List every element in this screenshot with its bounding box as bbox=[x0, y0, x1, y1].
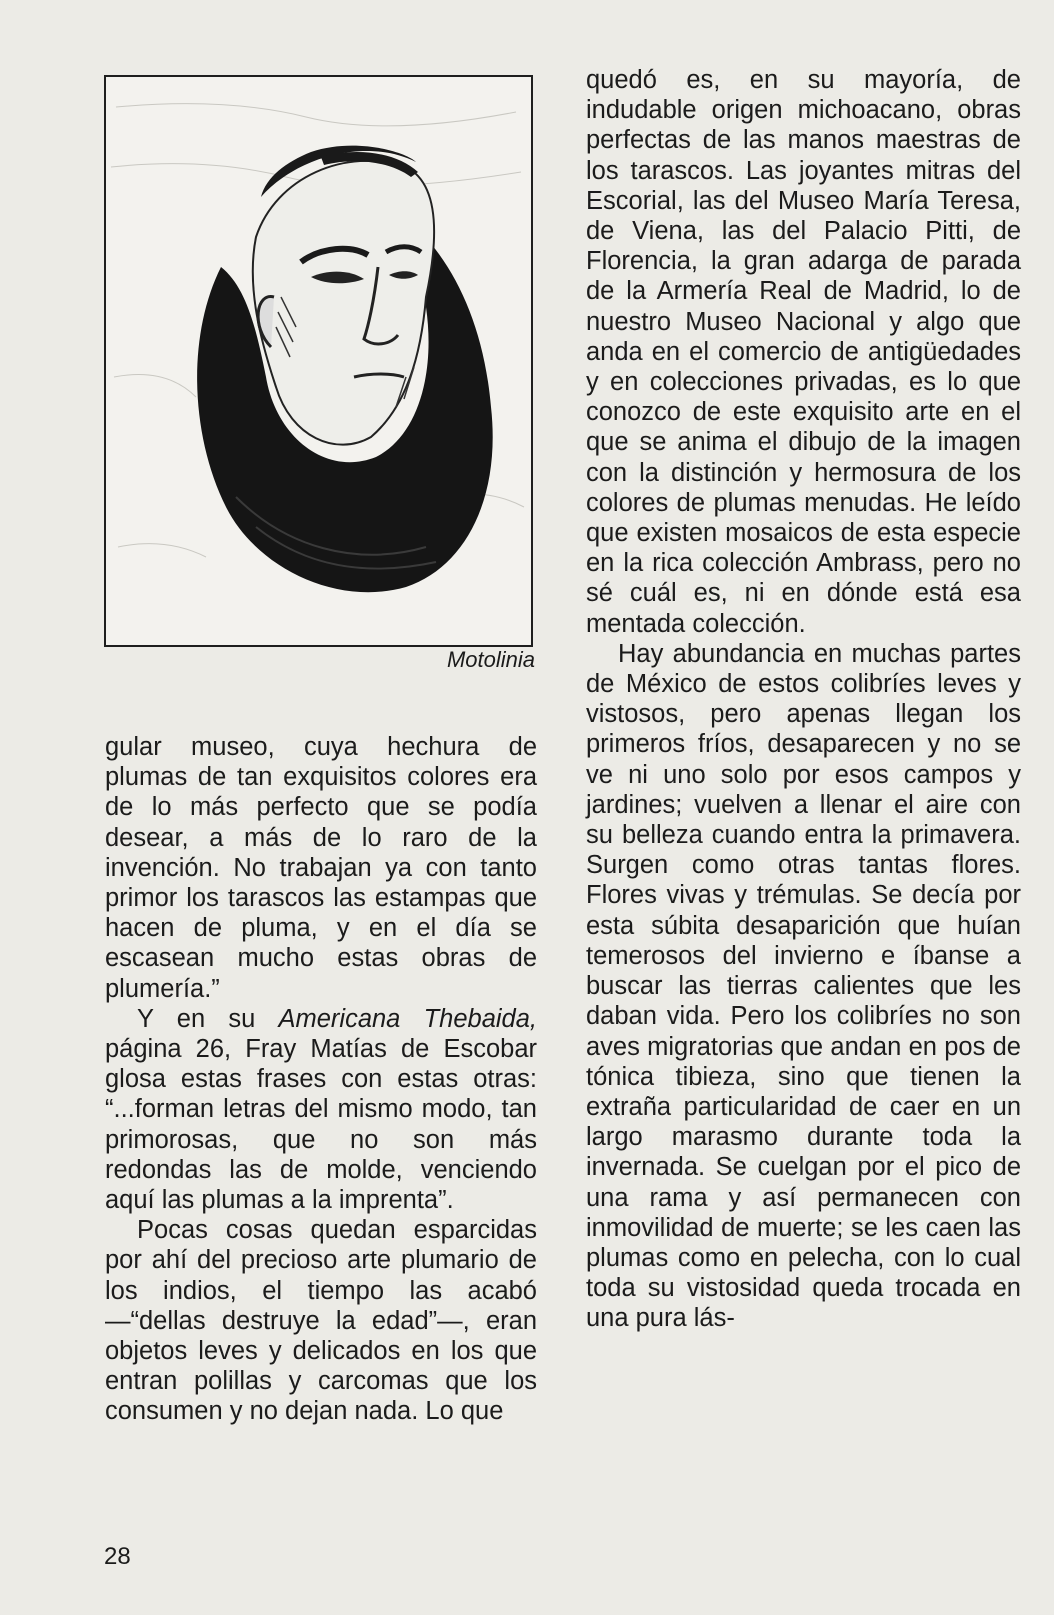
figure-caption: Motolinia bbox=[446, 647, 535, 672]
paragraph: Hay abundancia en muchas partes de México de estos colibríes leves y vistosos, pero apenas llegan los primeros fríos, desaparecen y no se ve ni uno solo por esos campos y jardines; vuelven a llenar el aire con su belleza cuando entra la primavera. Surgen como otras tantas flores. Flores vivas y trémulas. Se decía por esta súbita desaparición que huían temerosos del invierno e íbanse a buscar las tierras calientes que les daban vida. Pero los colibríes no son aves migratorias que andan en pos de tónica tibieza, sino que tienen la extraña particularidad de caer en un largo marasmo durante toda la invernada. Se cuelgan por el pico de una rama y así permanecen con inmovilidad de muerte; se les caen las plumas como en pelecha, con lo cual toda su vistosidad queda trocada en una pura lás- bbox=[586, 639, 1021, 1333]
portrait-illustration-icon bbox=[106, 77, 531, 645]
text-run: página 26, Fray Matías de Escobar glosa estas frases con estas otras: “...forman letras del mismo modo, tan primorosas, que no son más redondas las de molde, venciendo aquí las plumas a la imprenta”. bbox=[105, 1035, 537, 1215]
paragraph: gular museo, cuya hechura de plumas de tan exquisitos colores era de lo más perfecto que se podía desear, a más de lo raro de la invención. No trabajan ya con tanto primor los tarascos las estampas que hacen de pluma, y en el día se escasean mucho estas obras de plumería.” bbox=[105, 733, 537, 1003]
paragraph bbox=[105, 1004, 537, 1215]
text-run: Y en su bbox=[137, 1004, 279, 1033]
page-number: 28 bbox=[104, 1543, 131, 1570]
left-column bbox=[105, 732, 537, 1427]
figure-frame bbox=[104, 75, 533, 647]
paragraph: quedó es, en su mayoría, de indudable origen michoacano, obras perfectas de las manos maestras de los tarascos. Las joyantes mitras del Escorial, las del Museo María Teresa, de Viena, las del Palacio Pitti, de Florencia, la gran adarga de parada de la Armería Real de Madrid, lo de nuestro Museo Nacional y algo que anda en el comercio de antigüedades y en colecciones privadas, es lo que conozco de este exquisito arte en el que se anima el dibujo de la imagen con la distinción y hermosura de los colores de plumas menudas. He leído que existen mosaicos de esta especie en la rica colección Ambrass, pero no sé cuál es, ni en dónde está esa mentada colección. bbox=[586, 66, 1021, 638]
right-column bbox=[586, 65, 1021, 1334]
book-title: Americana Thebaida, bbox=[278, 1004, 537, 1033]
paragraph: Pocas cosas quedan esparcidas por ahí del precioso arte plumario de los indios, el tiempo las acabó —“dellas destruye la edad”—, eran objetos leves y delicados en los que entran polillas y carcomas que los consumen y no dejan nada. Lo que bbox=[105, 1216, 537, 1426]
